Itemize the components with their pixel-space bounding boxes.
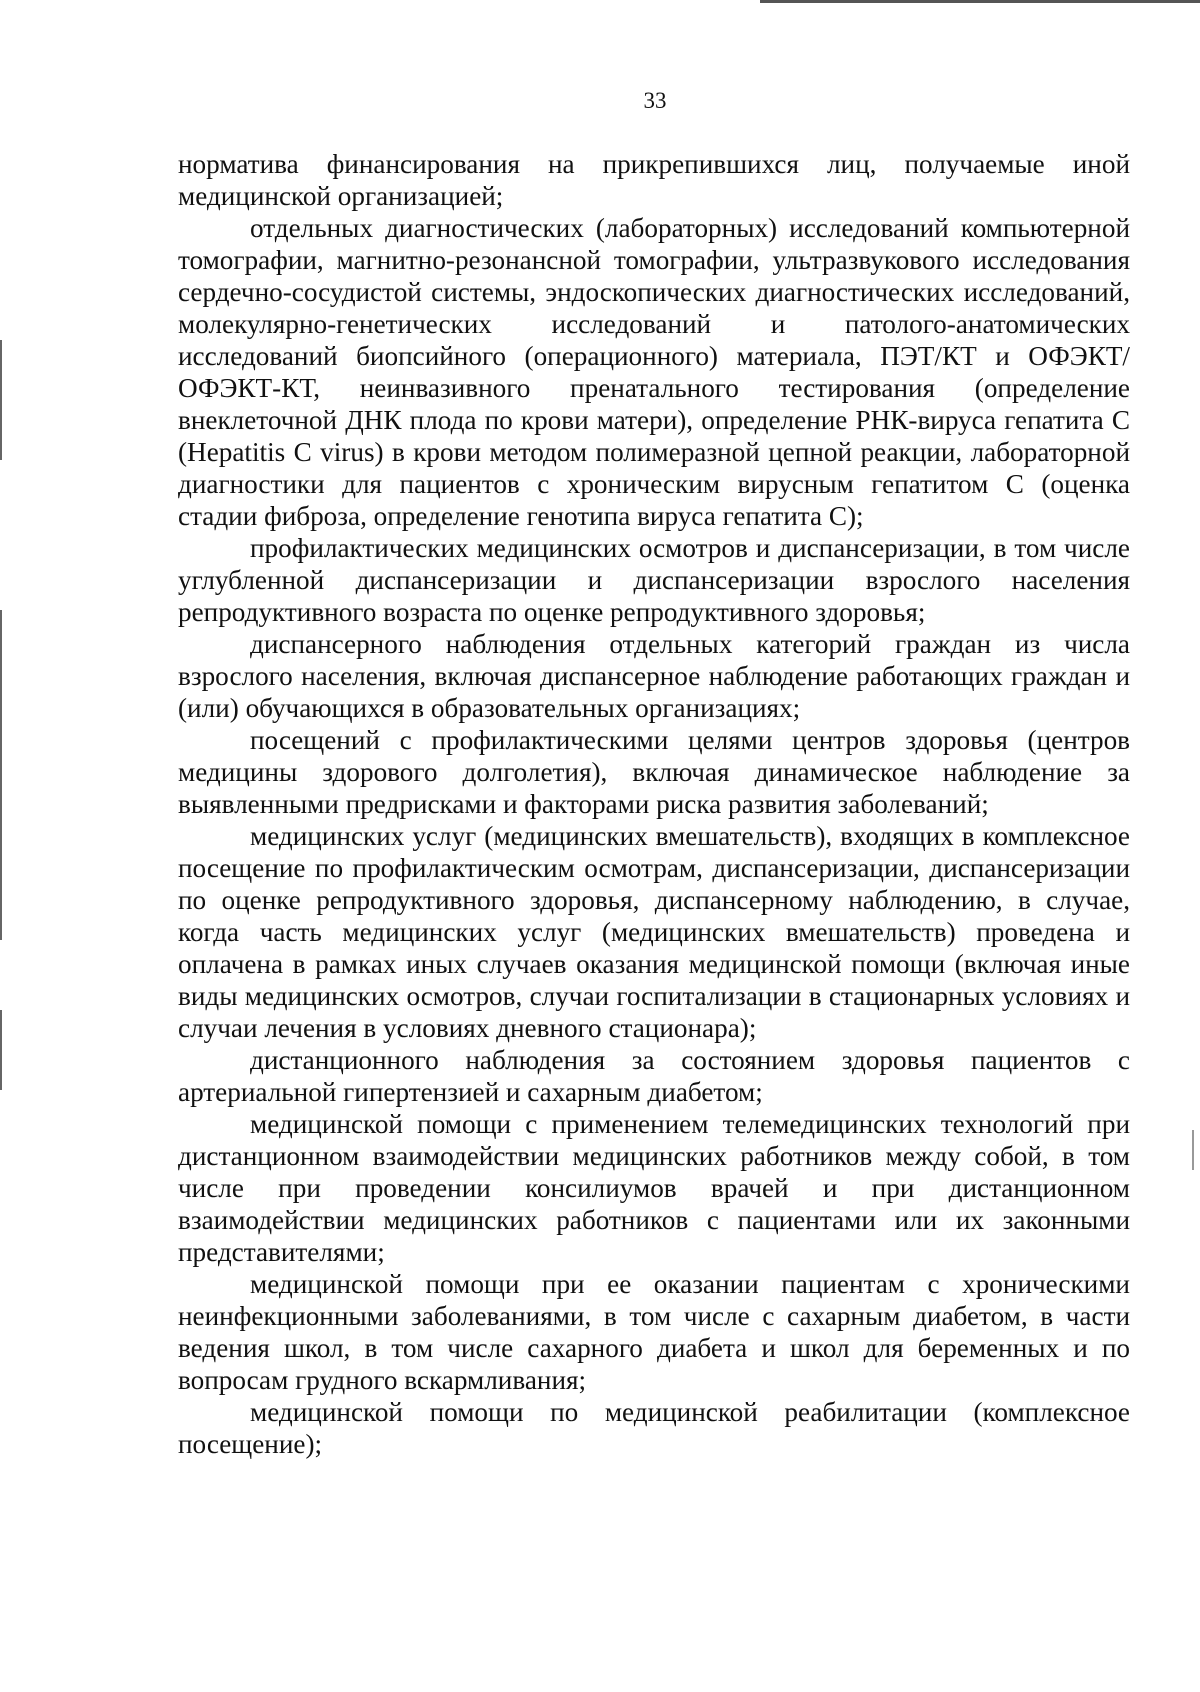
- scan-edge-left-3: [0, 1010, 2, 1090]
- scan-edge-left-2: [0, 610, 2, 940]
- paragraph-remote-monitoring: дистанционного наблюдения за состоянием здоровья пациентов с артериальной гипертензией и сахарным диабетом;: [178, 1045, 1130, 1107]
- paragraph-diagnostic-tests: отдельных диагностических (лабораторных) исследований компьютерной томографии, магнитно-резонансной томографии, ультразвукового исследования сердечно-сосудистой системы, эндоскопических диагностических исследований, молекулярно-генетических исследований и патолого-анатомических исследований биопсийного (операционного) материала, ПЭТ/КТ и ОФЭКТ/ОФЭКТ-КТ, неинвазивного пренатального тестирования (определение внеклеточной ДНК плода по крови матери), определение РНК-вируса гепатита С (Hepatitis C virus) в крови методом полимеразной цепной реакции, лабораторной диагностики для пациентов с хроническим вирусным гепатитом С (оценка стадии фиброза, определение генотипа вируса гепатита С);: [178, 213, 1130, 531]
- paragraph-rehabilitation: медицинской помощи по медицинской реабилитации (комплексное посещение);: [178, 1397, 1130, 1459]
- paragraph-continuation: норматива финансирования на прикрепившихся лиц, получаемые иной медицинской организацией;: [178, 149, 1130, 211]
- paragraph-telemedicine: медицинской помощи с применением телемедицинских технологий при дистанционном взаимодействии медицинских работников между собой, в том числе при проведении консилиумов врачей и при дистанционном взаимодействии медицинских работников с пациентами или их законными представителями;: [178, 1109, 1130, 1267]
- paragraph-dispensary-observation: диспансерного наблюдения отдельных категорий граждан из числа взрослого населения, включая диспансерное наблюдение работающих граждан и (или) обучающихся в образовательных организациях;: [178, 629, 1130, 723]
- paragraph-chronic-disease-schools: медицинской помощи при ее оказании пациентам с хроническими неинфекционными заболеваниями, в том числе с сахарным диабетом, в части ведения школ, в том числе сахарного диабета и школ для беременных и по вопросам грудного вскармливания;: [178, 1269, 1130, 1395]
- scan-edge-top: [760, 0, 1200, 3]
- paragraph-preventive-exams: профилактических медицинских осмотров и диспансеризации, в том числе углубленной диспансеризации и диспансеризации взрослого населения репродуктивного возраста по оценке репродуктивного здоровья;: [178, 533, 1130, 627]
- scan-edge-left-1: [0, 340, 2, 460]
- scan-edge-right: [1192, 1130, 1194, 1170]
- paragraph-health-centers: посещений с профилактическими целями центров здоровья (центров медицины здорового долголетия), включая динамическое наблюдение за выявленными предрисками и факторами риска развития заболеваний;: [178, 725, 1130, 819]
- paragraph-medical-services: медицинских услуг (медицинских вмешательств), входящих в комплексное посещение по профилактическим осмотрам, диспансеризации, диспансеризации по оценке репродуктивного здоровья, диспансерному наблюдению, в случае, когда часть медицинских услуг (медицинских вмешательств) проведена и оплачена в рамках иных случаев оказания медицинской помощи (включая иные виды медицинских осмотров, случаи госпитализации в стационарных условиях и случаи лечения в условиях дневного стационара);: [178, 821, 1130, 1043]
- page-number: 33: [643, 88, 667, 113]
- document-body: [178, 148, 1130, 1460]
